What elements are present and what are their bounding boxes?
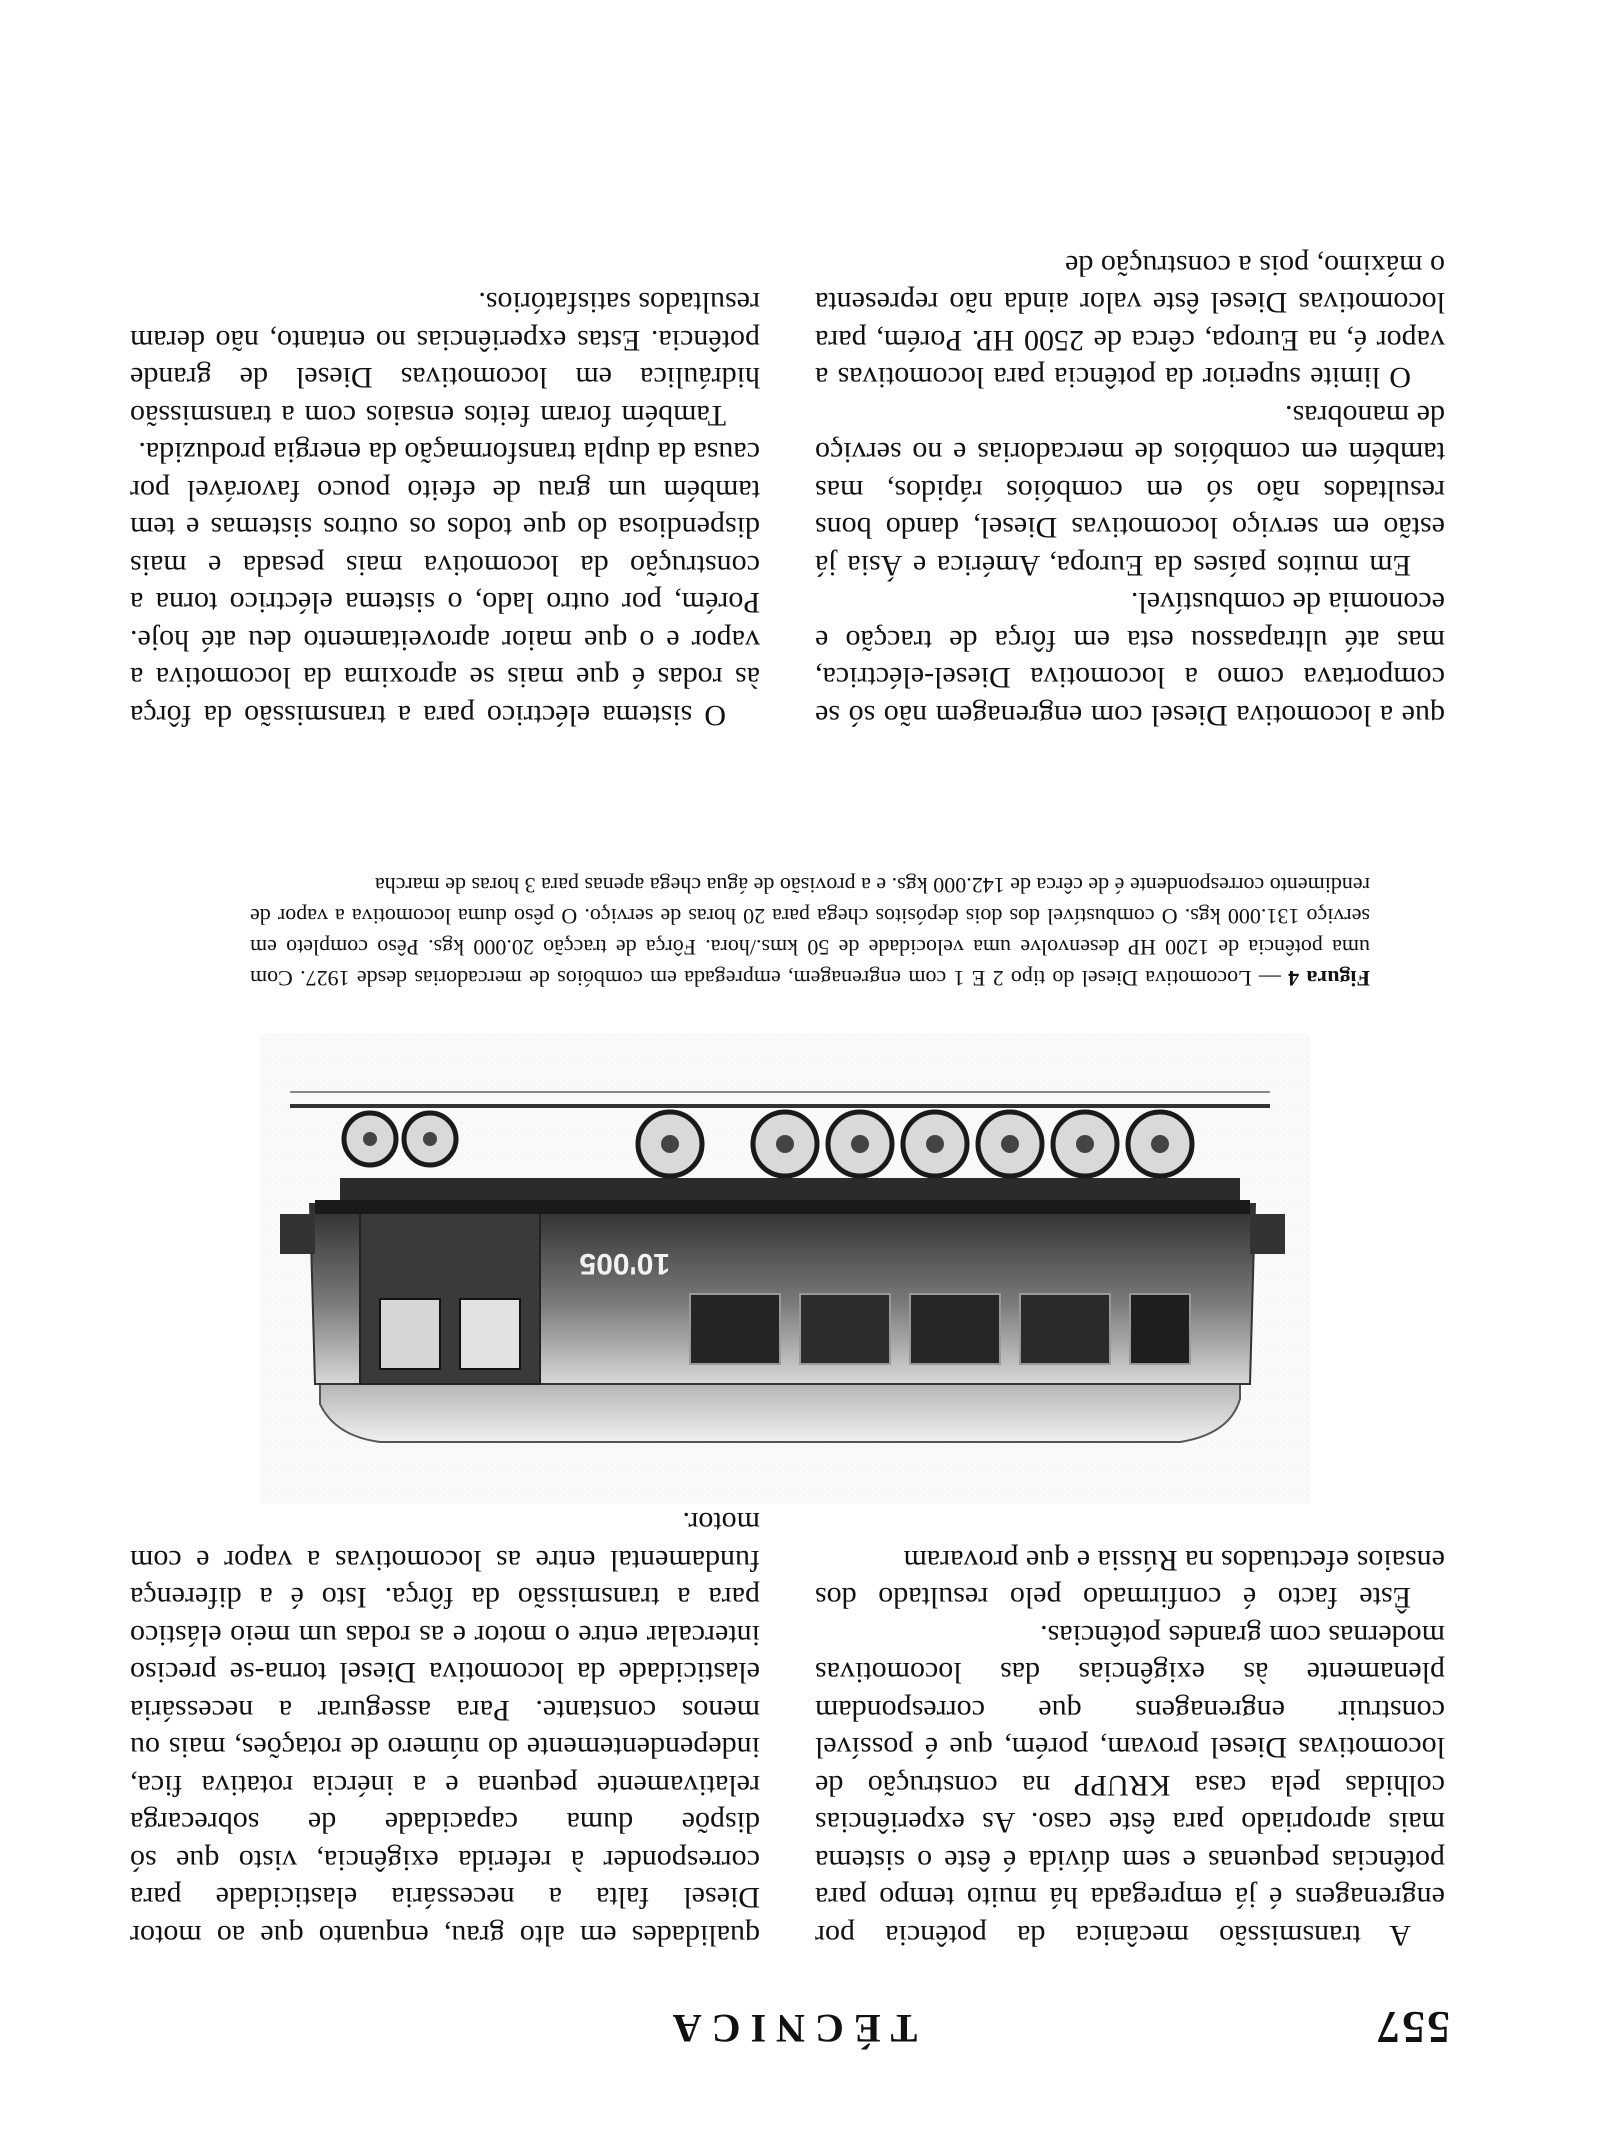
paragraph: Em muitos países da Europa, América e Ásia já estão em serviço locomotivas Diesel, dando bons resultados não só em combóios rápidos, mas também em combóios de mercadorias e no serviço de manobras. bbox=[815, 399, 1445, 582]
text-column-left-top bbox=[815, 1542, 1445, 1955]
number-plate: 10'005 bbox=[579, 1247, 670, 1280]
locomotive-photo bbox=[260, 1034, 1310, 1504]
figure-label: Figura 4 bbox=[1288, 966, 1370, 991]
figure-caption-text: — Locomotiva Diesel do tipo 2 E 1 com engrenagem, empregada em combóios de mercadorias desde 1927. Com uma potência de 1200 HP desenvolve uma velocidade de 50 kms./hora. Fôrça de tracção 20.000 kgs. Pêso completo em serviço 131.000 kgs. O combustível dos dois depósitos chega para 20 horas de serviço. O pêso duma locomotiva a vapor de rendimento correspondente é de cêrca de 142.000 kgs. e a provisão de água chega apenas para 3 horas de marcha bbox=[250, 873, 1370, 991]
paragraph: Êste facto é confirmado pelo resultado dos ensaios efectuados na Rússia e que provaram bbox=[815, 1544, 1445, 1615]
paragraph: Também foram feitos ensaios com a transmissão hidráulica em locomotivas Diesel de grande potência. Estas experiências no entanto, não deram resultados satisfatórios. bbox=[130, 286, 760, 432]
journal-title: TÉCNICA bbox=[662, 2006, 918, 2051]
paragraph: que a locomotiva Diesel com engrenagem não só se comportava como a locomotiva Diesel-eléctrica, mas até ultrapassou esta em fôrça de tracção e economia de combustível. bbox=[815, 586, 1445, 732]
paragraph: A transmissão mecânica da potência por engrenagens é já empregada há muito tempo para potências pequenas e sem dúvida é êste o sistema mais apropriado para êste caso. As experiências colhidas pela casa KRUPP na construção de locomotivas Diesel provam, porém, que é possível construir engrenagens que correspondam plenamente às exigências das locomotivas modernas com grandes potências. bbox=[815, 1619, 1445, 1952]
page-header bbox=[130, 1994, 1450, 2054]
text-column-right-bottom bbox=[130, 284, 760, 734]
figure-caption bbox=[250, 870, 1370, 994]
text-column-left-bottom bbox=[815, 247, 1445, 735]
page-number: 557 bbox=[1375, 2002, 1450, 2053]
paragraph: qualidades em alto grau, enquanto que ao motor Diesel falta a necessária elasticidade para corresponder à referida exigência, visto que só dispõe duma capacidade de sobrecarga relativamente pequena e a inércia rotativa fica, independentemente do número de rotações, mais ou menos constante. Para assegurar a necessária elasticidade da locomotiva Diesel torna-se preciso intercalar entre o motor e as rodas um meio elástico para a transmissão da fôrça. Isto é a diferença fundamental entre as locomotivas a vapor e com motor. bbox=[130, 1506, 760, 1952]
locomotive-illustration bbox=[260, 1034, 1310, 1504]
paragraph: O limite superior da potência para locomotivas a vapor é, na Europa, cêrca de 2500 HP. Porém, para locomotivas Diesel êste valor ainda não representa o máximo, pois a construção de bbox=[815, 249, 1445, 395]
text-column-right-top bbox=[130, 1504, 760, 1954]
paragraph: O sistema eléctrico para a transmissão da fôrça às rodas é que mais se aproxima da locomotiva a vapor e o que maior aproveitamento deu até hoje. Porém, por outro lado, o sistema eléctrico torna a construção da locomotiva mais pesada e mais dispendiosa do que todos os outros sistemas e tem também um grau de efeito pouco favorável por causa da dupla transformação da energia produzida. bbox=[130, 436, 760, 732]
